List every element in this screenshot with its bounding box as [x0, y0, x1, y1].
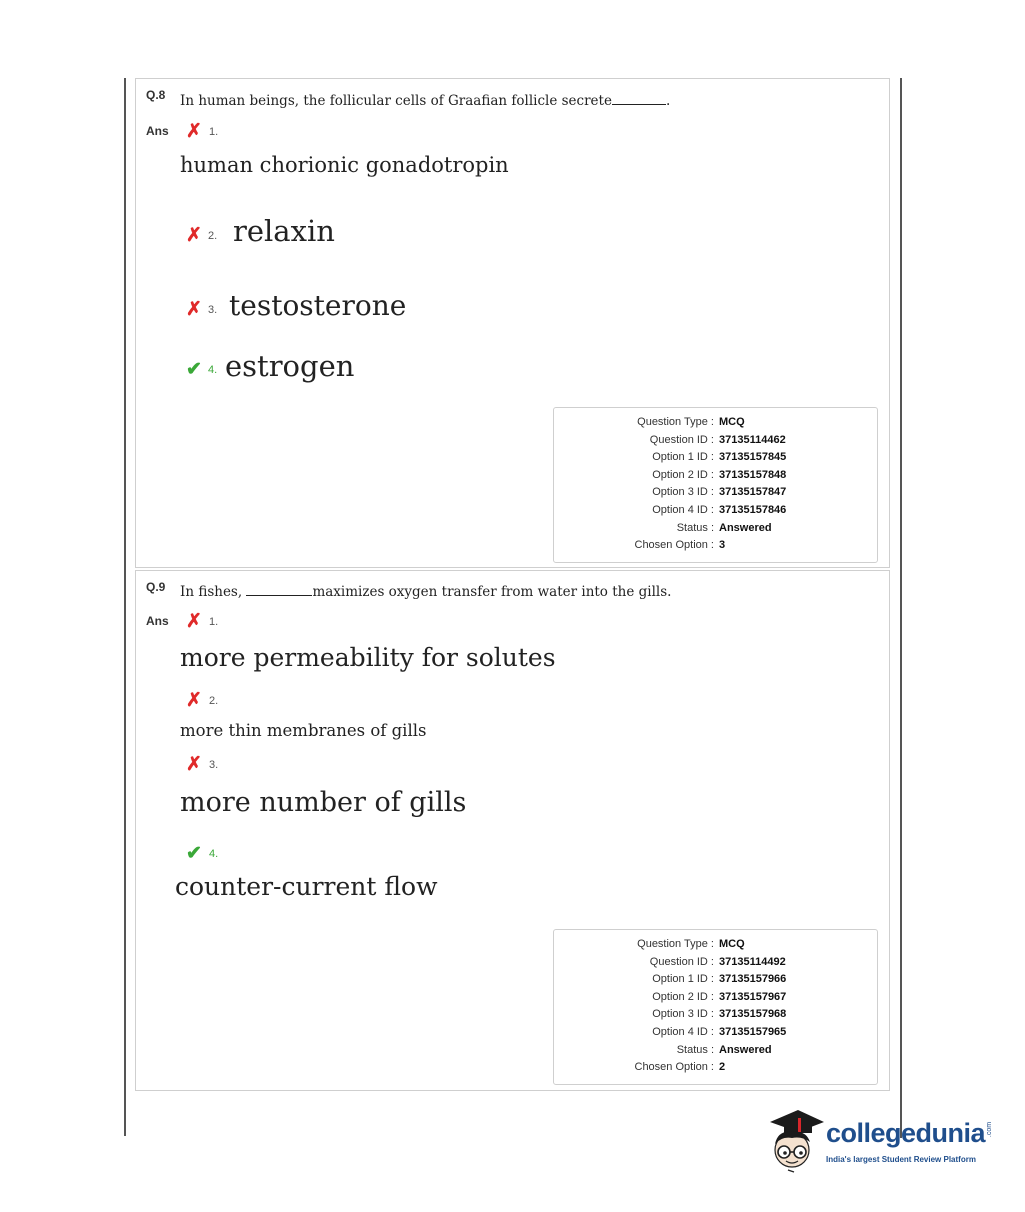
meta-value: MCQ: [719, 938, 745, 950]
option-number: 4.: [209, 848, 219, 860]
meta-key: Option 2 ID :: [652, 469, 714, 481]
option-text: testosterone: [229, 289, 407, 322]
meta-row-chosen-option: [554, 539, 877, 556]
question-text-after: maximizes oxygen transfer from water into the gills.: [312, 584, 672, 600]
meta-row-question-id: [554, 956, 877, 973]
meta-value: Answered: [719, 522, 772, 534]
meta-row-option4-id: [554, 504, 877, 521]
logo-wordmark: collegedunia: [826, 1118, 986, 1148]
meta-row-status: [554, 522, 877, 539]
meta-value: 37135114492: [719, 956, 786, 968]
question-text-before: In fishes,: [180, 584, 247, 600]
meta-value: MCQ: [719, 416, 745, 428]
cross-icon: ✗: [186, 225, 202, 246]
question-number: Q.9: [146, 580, 166, 594]
meta-key: Option 4 ID :: [652, 1026, 714, 1038]
option-text: more thin membranes of gills: [180, 721, 427, 740]
meta-key: Question Type :: [637, 938, 714, 950]
option-number: 3.: [208, 304, 218, 316]
meta-row-option1-id: [554, 973, 877, 990]
meta-key: Option 4 ID :: [652, 504, 714, 516]
answer-blank: [612, 103, 666, 105]
meta-row-option3-id: [554, 1008, 877, 1025]
check-icon: ✔: [186, 359, 202, 380]
question-text-before: In human beings, the follicular cells of Graafian follicle secrete: [180, 93, 612, 109]
meta-key: Status :: [676, 522, 714, 534]
meta-key: Option 1 ID :: [652, 451, 714, 463]
meta-value: 37135157847: [719, 486, 787, 498]
option-text: human chorionic gonadotropin: [180, 153, 509, 177]
meta-value: 37135157966: [719, 973, 787, 985]
meta-value: 37135157965: [719, 1026, 787, 1038]
meta-value: 37135114462: [719, 434, 786, 446]
meta-value: 37135157967: [719, 991, 787, 1003]
meta-key: Option 3 ID :: [652, 486, 714, 498]
meta-row-question-id: [554, 434, 877, 451]
check-icon: ✔: [186, 843, 202, 864]
question-number: Q.8: [146, 88, 166, 102]
question-card-q9: [135, 570, 890, 1091]
meta-value: 3: [719, 539, 726, 551]
meta-value: 37135157845: [719, 451, 787, 463]
meta-key: Chosen Option :: [634, 1061, 714, 1073]
option-number: 4.: [208, 364, 218, 376]
cross-icon: ✗: [186, 121, 202, 142]
question-card-q8: [135, 78, 890, 568]
meta-key: Question ID :: [649, 434, 714, 446]
meta-row-option2-id: [554, 469, 877, 486]
question-text-after: .: [665, 93, 671, 109]
page-left-border: [124, 78, 126, 1136]
meta-key: Chosen Option :: [634, 539, 714, 551]
meta-key: Option 2 ID :: [652, 991, 714, 1003]
meta-key: Question ID :: [649, 956, 714, 968]
question-meta-panel: [553, 929, 878, 1085]
mascot-icon: [768, 1108, 826, 1173]
option-text: estrogen: [225, 349, 355, 383]
collegedunia-logo[interactable]: [768, 1108, 998, 1173]
option-number: 3.: [209, 759, 219, 771]
meta-value: 37135157846: [719, 504, 787, 516]
answer-label: Ans: [146, 614, 169, 628]
option-number: 1.: [209, 616, 219, 628]
option-text: relaxin: [233, 214, 335, 248]
option-number: 1.: [209, 126, 219, 138]
cross-icon: ✗: [186, 299, 202, 320]
cross-icon: ✗: [186, 690, 202, 711]
question-text: [180, 93, 670, 109]
option-text: more permeability for solutes: [180, 643, 556, 672]
option-number: 2.: [209, 695, 219, 707]
meta-value: 37135157968: [719, 1008, 787, 1020]
logo-suffix: .com: [986, 1121, 994, 1138]
meta-row-option3-id: [554, 486, 877, 503]
option-number: 2.: [208, 230, 218, 242]
cross-icon: ✗: [186, 754, 202, 775]
meta-key: Option 3 ID :: [652, 1008, 714, 1020]
meta-value: Answered: [719, 1044, 772, 1056]
meta-value: 2: [719, 1061, 726, 1073]
meta-row-option4-id: [554, 1026, 877, 1043]
cross-icon: ✗: [186, 611, 202, 632]
meta-row-option1-id: [554, 451, 877, 468]
meta-value: 37135157848: [719, 469, 787, 481]
answer-label: Ans: [146, 124, 169, 138]
meta-row-question-type: [554, 416, 877, 433]
meta-row-status: [554, 1044, 877, 1061]
meta-row-question-type: [554, 938, 877, 955]
answer-blank: [246, 594, 312, 596]
meta-row-chosen-option: [554, 1061, 877, 1078]
question-text: [180, 584, 671, 600]
meta-key: Question Type :: [637, 416, 714, 428]
page-right-border: [900, 78, 902, 1138]
option-text: counter-current flow: [175, 872, 438, 901]
meta-key: Option 1 ID :: [652, 973, 714, 985]
meta-row-option2-id: [554, 991, 877, 1008]
question-meta-panel: [553, 407, 878, 563]
logo-tagline: India's largest Student Review Platform: [826, 1155, 976, 1164]
option-text: more number of gills: [180, 787, 467, 818]
meta-key: Status :: [676, 1044, 714, 1056]
